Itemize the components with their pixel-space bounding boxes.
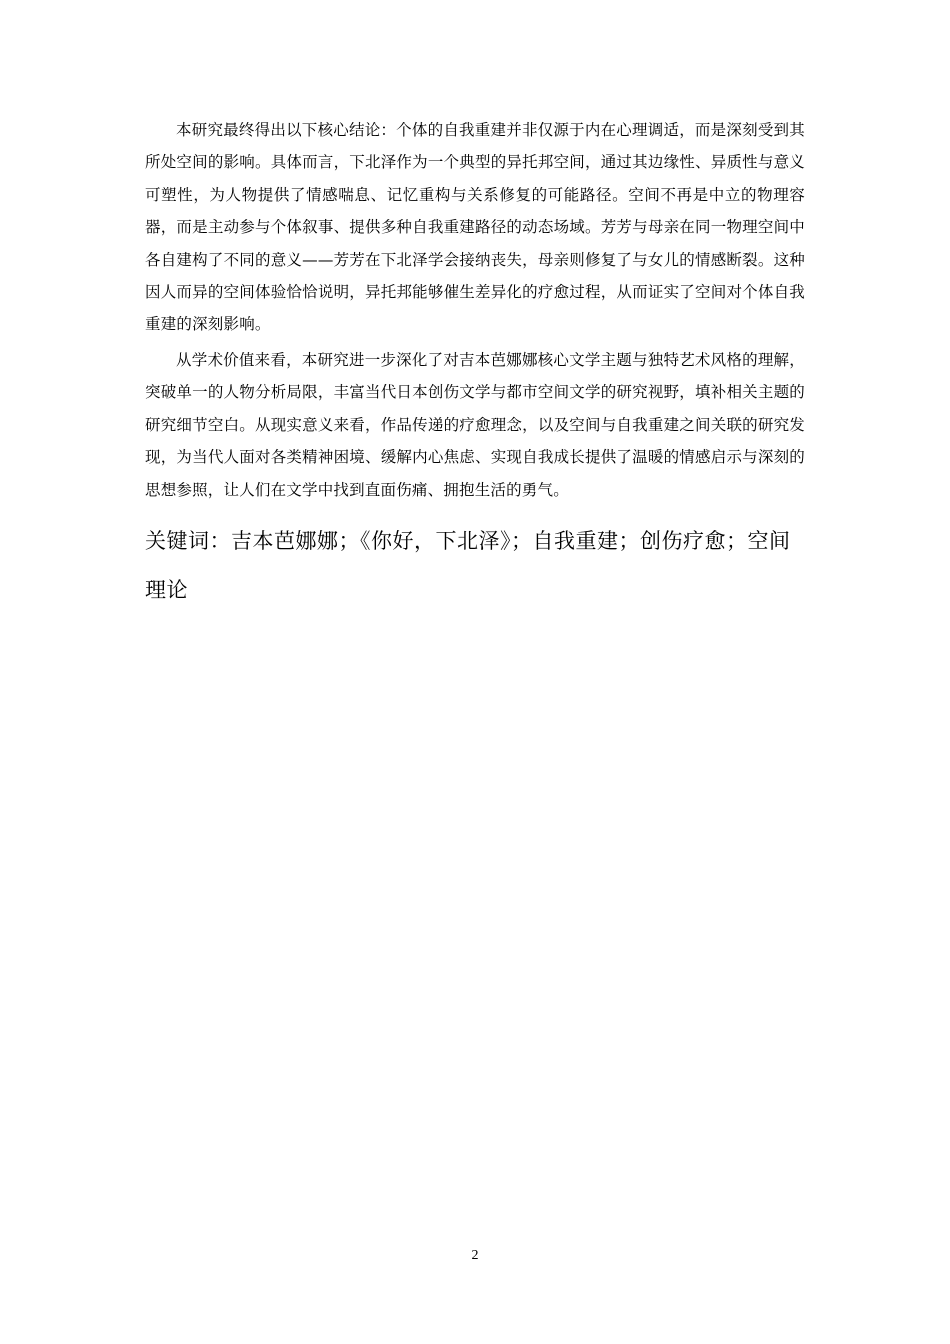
page-number: 2 — [471, 1248, 479, 1263]
significance-paragraph: 从学术价值来看，本研究进一步深化了对吉本芭娜娜核心文学主题与独特艺术风格的理解，突破单一的人物分析局限，丰富当代日本创伤文学与都市空间文学的研究视野，填补相关主题的研究细节空白。从现实意义来看，作品传递的疗愈理念，以及空间与自我重建之间关联的研究发现，为当代人面对各类精神困境、缓解内心焦虑、实现自我成长提供了温暖的情感启示与深刻的思想参照，让人们在文学中找到直面伤痛、拥抱生活的勇气。 — [145, 351, 805, 499]
keywords-line: 关键词：吉本芭娜娜；《你好，下北泽》；自我重建；创伤疗愈；空间理论 — [145, 529, 791, 602]
conclusion-paragraph: 本研究最终得出以下核心结论：个体的自我重建并非仅源于内在心理调适，而是深刻受到其所处空间的影响。具体而言，下北泽作为一个典型的异托邦空间，通过其边缘性、异质性与意义可塑性，为人物提供了情感喘息、记忆重构与关系修复的可能路径。空间不再是中立的物理容器，而是主动参与个体叙事、提供多种自我重建路径的动态场域。芳芳与母亲在同一物理空间中各自建构了不同的意义——芳芳在下北泽学会接纳丧失，母亲则修复了与女儿的情感断裂。这种因人而异的空间体验恰恰说明，异托邦能够催生差异化的疗愈过程，从而证实了空间对个体自我重建的深刻影响。 — [145, 121, 805, 334]
